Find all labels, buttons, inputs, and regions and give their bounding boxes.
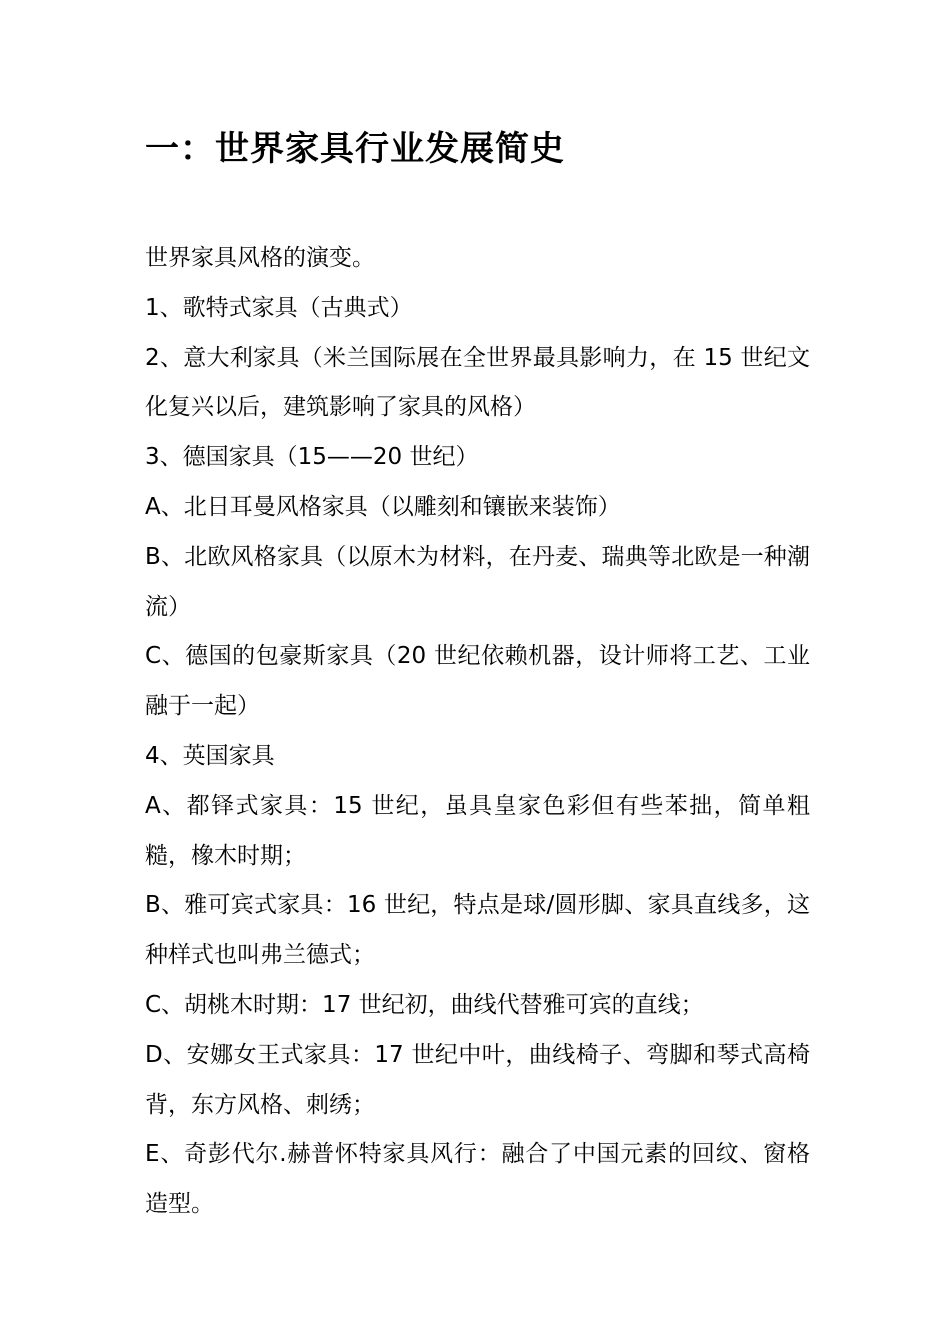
paragraph: 世界家具风格的演变。 (145, 245, 375, 271)
paragraph: B、雅可宾式家具：16 世纪，特点是球/圆形脚、家具直线多，这种样式也叫弗兰德式； (145, 892, 810, 969)
paragraph: C、德国的包豪斯家具（20 世纪依赖机器，设计师将工艺、工业融于一起） (145, 643, 810, 720)
paragraph: E、奇彭代尔.赫普怀特家具风行：融合了中国元素的回纹、窗格造型。 (145, 1141, 810, 1218)
paragraph: 4、英国家具 (145, 742, 275, 769)
document-body (145, 234, 810, 1230)
document-content (145, 124, 810, 1230)
paragraph: A、北日耳曼风格家具（以雕刻和镶嵌来装饰） (145, 493, 621, 520)
paragraph: 1、歌特式家具（古典式） (145, 294, 413, 321)
paragraph: D、安娜女王式家具：17 世纪中叶，曲线椅子、弯脚和琴式高椅背，东方风格、刺绣； (145, 1041, 810, 1118)
paragraph: B、北欧风格家具（以原木为材料，在丹麦、瑞典等北欧是一种潮流） (145, 543, 810, 620)
paragraph: 3、德国家具（15——20 世纪） (145, 444, 479, 471)
document-title: 一：世界家具行业发展简史 (145, 129, 565, 169)
paragraph: 2、意大利家具（米兰国际展在全世界最具影响力，在 15 世纪文化复兴以后，建筑影响了家具的风格） (145, 344, 810, 421)
paragraph: A、都铎式家具：15 世纪，虽具皇家色彩但有些苯拙，简单粗糙，橡木时期； (145, 792, 810, 869)
paragraph: C、胡桃木时期：17 世纪初，曲线代替雅可宾的直线； (145, 991, 704, 1018)
